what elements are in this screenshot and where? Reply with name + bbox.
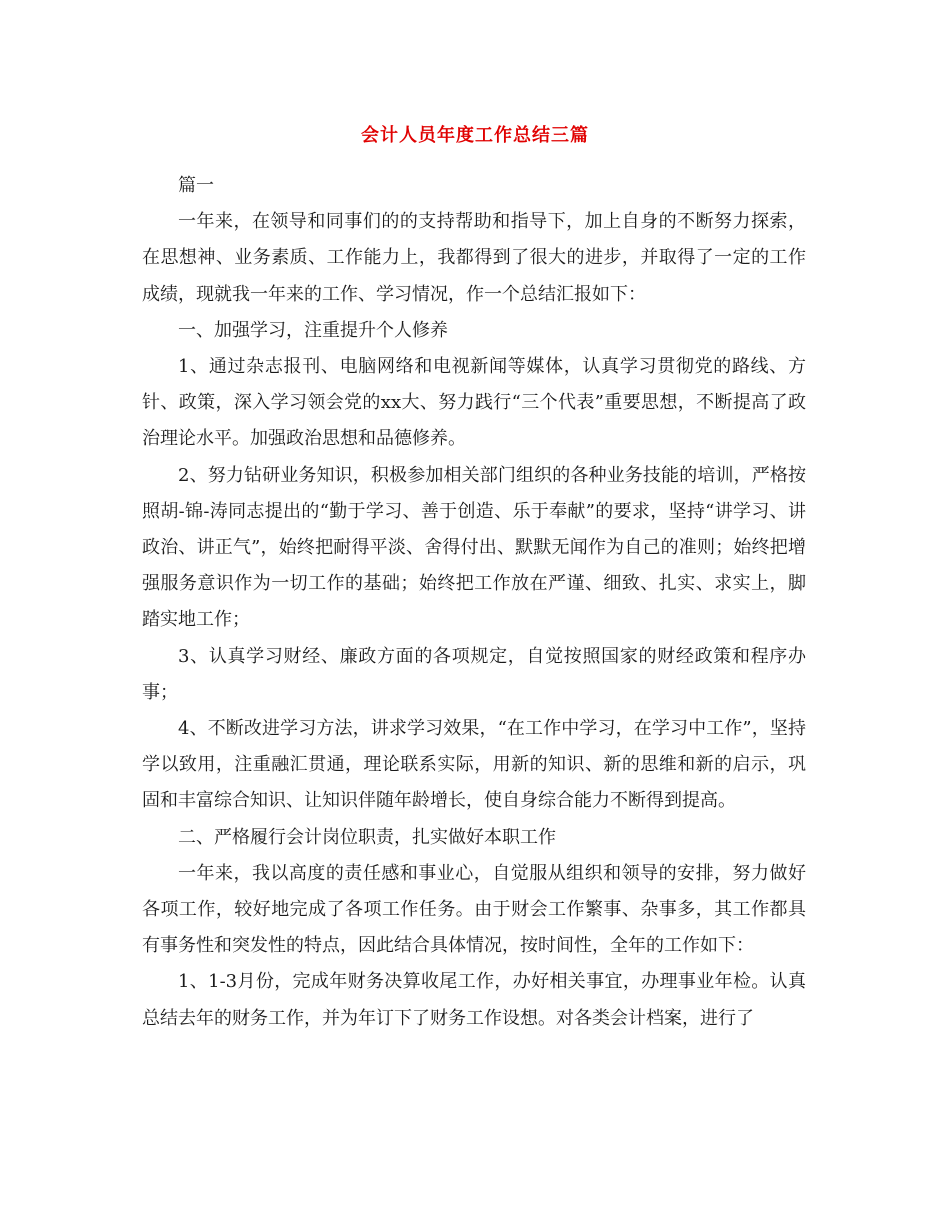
document-body: [142, 168, 806, 1037]
study-item-1: 1、通过杂志报刊、电脑网络和电视新闻等媒体，认真学习贯彻党的路线、方针、政策，深入学习领会党的xx大、努力践行“三个代表”重要思想，不断提高了政治理论水平。加强政治思想和品德修养。: [142, 356, 806, 450]
section-heading-part-one: 篇一: [178, 175, 214, 196]
study-item-4: 4、不断改进学习方法，讲求学习效果，“在工作中学习，在学习中工作”，坚持学以致用，注重融汇贯通，理论联系实际，用新的知识、新的思维和新的启示，巩固和丰富综合知识、让知识伴随年龄增长，使自身综合能力不断得到提高。: [142, 718, 806, 812]
section-heading-study: 一、加强学习，注重提升个人修养: [178, 319, 448, 341]
study-item-3: 3、认真学习财经、廉政方面的各项规定，自觉按照国家的财经政策和程序办事；: [142, 645, 806, 703]
intro-paragraph: 一年来，在领导和同事们的的支持帮助和指导下，加上自身的不断努力探索，在思想神、业务素质、工作能力上，我都得到了很大的进步，并取得了一定的工作成绩，现就我一年来的工作、学习情况，作一个总结汇报如下：: [142, 211, 806, 305]
section-heading-duties: 二、严格履行会计岗位职责，扎实做好本职工作: [178, 826, 556, 848]
duties-paragraph: 一年来，我以高度的责任感和事业心，自觉服从组织和领导的安排，努力做好各项工作，较好地完成了各项工作任务。由于财会工作繁事、杂事多，其工作都具有事务性和突发性的特点，因此结合具体情况，按时间性，全年的工作如下：: [142, 862, 806, 957]
study-item-2: 2、努力钻研业务知识，积极参加相关部门组织的各种业务技能的培训，严格按照胡-锦-涛同志提出的“勤于学习、善于创造、乐于奉献”的要求，坚持“讲学习、讲政治、讲正气”，始终把耐得平淡、舍得付出、默默无闻作为自己的准则；始终把增强服务意识作为一切工作的基础；始终把工作放在严谨、细致、扎实、求实上，脚踏实地工作；: [142, 464, 806, 631]
document-title: 会计人员年度工作总结三篇: [361, 125, 589, 146]
duties-item-1: 1、1-3月份，完成年财务决算收尾工作，办好相关事宜，办理事业年检。认真总结去年的财务工作，并为年订下了财务工作设想。对各类会计档案，进行了: [142, 971, 806, 1029]
